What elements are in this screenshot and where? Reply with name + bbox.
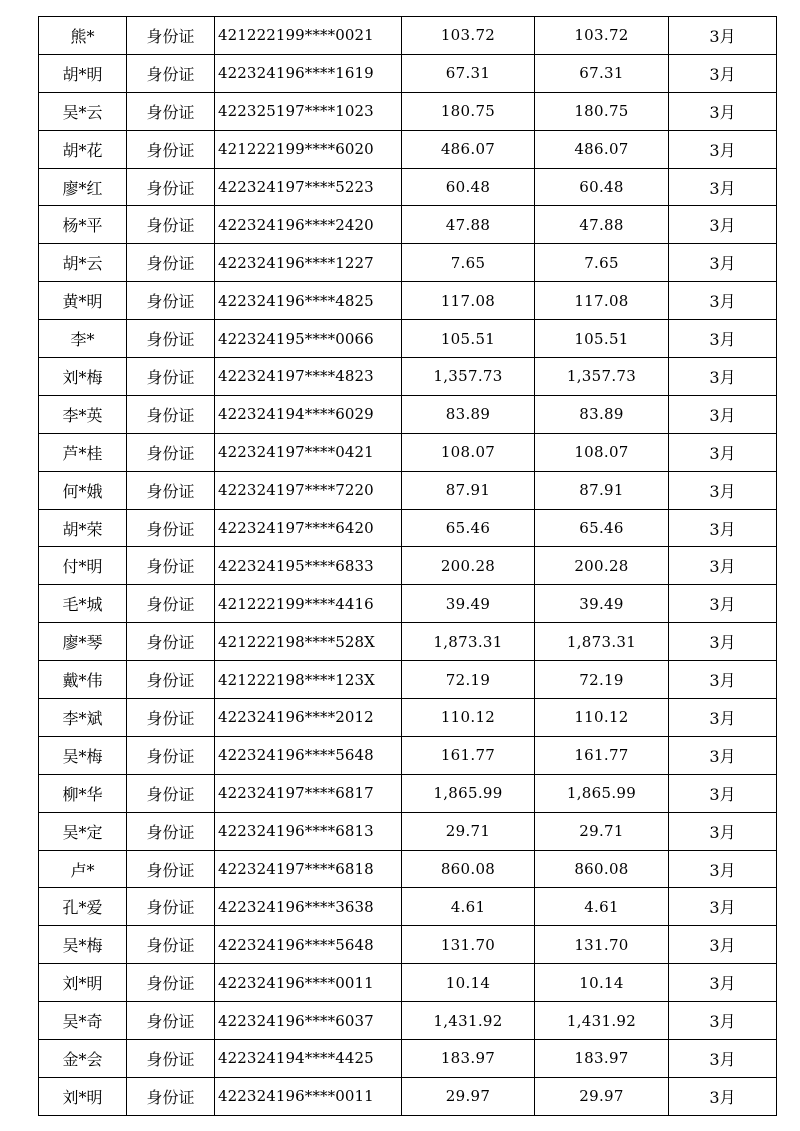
- id-type-cell: 身份证: [127, 130, 215, 168]
- table-row: [39, 54, 777, 92]
- table-row: [39, 1040, 777, 1078]
- amount-paid-cell: 486.07: [535, 130, 669, 168]
- table-row: [39, 812, 777, 850]
- table-row: [39, 699, 777, 737]
- id-number-cell: 422324197****6817: [215, 774, 402, 812]
- table-row: [39, 282, 777, 320]
- month-cell: 3月: [669, 623, 777, 661]
- table-row: [39, 244, 777, 282]
- id-number-cell: 422324197****0421: [215, 433, 402, 471]
- month-cell: 3月: [669, 774, 777, 812]
- amount-paid-cell: 29.97: [535, 1077, 669, 1115]
- month-cell: 3月: [669, 358, 777, 396]
- id-type-cell: 身份证: [127, 320, 215, 358]
- month-cell: 3月: [669, 699, 777, 737]
- table-row: [39, 623, 777, 661]
- amount-paid-cell: 4.61: [535, 888, 669, 926]
- person-name-cell: 刘*梅: [39, 358, 127, 396]
- table-row: [39, 964, 777, 1002]
- amount-paid-cell: 47.88: [535, 206, 669, 244]
- id-type-cell: 身份证: [127, 1077, 215, 1115]
- id-number-cell: 422324194****6029: [215, 395, 402, 433]
- records-table: [38, 16, 777, 1116]
- person-name-cell: 孔*爱: [39, 888, 127, 926]
- person-name-cell: 吴*奇: [39, 1002, 127, 1040]
- id-number-cell: 422324196****5648: [215, 736, 402, 774]
- amount-cell: 131.70: [402, 926, 535, 964]
- person-name-cell: 金*会: [39, 1040, 127, 1078]
- table-row: [39, 320, 777, 358]
- amount-cell: 1,357.73: [402, 358, 535, 396]
- person-name-cell: 胡*云: [39, 244, 127, 282]
- month-cell: 3月: [669, 320, 777, 358]
- id-number-cell: 422324196****6037: [215, 1002, 402, 1040]
- amount-paid-cell: 1,431.92: [535, 1002, 669, 1040]
- amount-paid-cell: 1,873.31: [535, 623, 669, 661]
- month-cell: 3月: [669, 926, 777, 964]
- id-number-cell: 422324197****7220: [215, 471, 402, 509]
- id-type-cell: 身份证: [127, 1040, 215, 1078]
- id-number-cell: 422324196****3638: [215, 888, 402, 926]
- id-number-cell: 421222198****123X: [215, 661, 402, 699]
- table-row: [39, 168, 777, 206]
- id-number-cell: 421222199****6020: [215, 130, 402, 168]
- id-number-cell: 422324196****4825: [215, 282, 402, 320]
- month-cell: 3月: [669, 471, 777, 509]
- month-cell: 3月: [669, 130, 777, 168]
- amount-cell: 183.97: [402, 1040, 535, 1078]
- person-name-cell: 李*英: [39, 395, 127, 433]
- table-row: [39, 17, 777, 55]
- id-type-cell: 身份证: [127, 433, 215, 471]
- amount-paid-cell: 65.46: [535, 509, 669, 547]
- month-cell: 3月: [669, 547, 777, 585]
- month-cell: 3月: [669, 206, 777, 244]
- amount-cell: 47.88: [402, 206, 535, 244]
- amount-cell: 486.07: [402, 130, 535, 168]
- table-row: [39, 395, 777, 433]
- id-number-cell: 422324196****5648: [215, 926, 402, 964]
- id-type-cell: 身份证: [127, 699, 215, 737]
- table-row: [39, 661, 777, 699]
- id-type-cell: 身份证: [127, 774, 215, 812]
- amount-paid-cell: 117.08: [535, 282, 669, 320]
- id-number-cell: 422324197****6818: [215, 850, 402, 888]
- month-cell: 3月: [669, 850, 777, 888]
- amount-cell: 67.31: [402, 54, 535, 92]
- id-type-cell: 身份证: [127, 471, 215, 509]
- id-type-cell: 身份证: [127, 17, 215, 55]
- person-name-cell: 胡*荣: [39, 509, 127, 547]
- amount-cell: 29.71: [402, 812, 535, 850]
- amount-cell: 110.12: [402, 699, 535, 737]
- amount-cell: 10.14: [402, 964, 535, 1002]
- id-type-cell: 身份证: [127, 661, 215, 699]
- amount-paid-cell: 60.48: [535, 168, 669, 206]
- person-name-cell: 李*: [39, 320, 127, 358]
- amount-paid-cell: 131.70: [535, 926, 669, 964]
- id-type-cell: 身份证: [127, 358, 215, 396]
- amount-paid-cell: 7.65: [535, 244, 669, 282]
- amount-cell: 72.19: [402, 661, 535, 699]
- id-type-cell: 身份证: [127, 585, 215, 623]
- id-number-cell: 421222199****0021: [215, 17, 402, 55]
- month-cell: 3月: [669, 433, 777, 471]
- month-cell: 3月: [669, 168, 777, 206]
- amount-cell: 105.51: [402, 320, 535, 358]
- month-cell: 3月: [669, 282, 777, 320]
- amount-paid-cell: 72.19: [535, 661, 669, 699]
- table-row: [39, 433, 777, 471]
- id-type-cell: 身份证: [127, 547, 215, 585]
- id-type-cell: 身份证: [127, 964, 215, 1002]
- month-cell: 3月: [669, 585, 777, 623]
- amount-paid-cell: 108.07: [535, 433, 669, 471]
- amount-cell: 1,431.92: [402, 1002, 535, 1040]
- month-cell: 3月: [669, 812, 777, 850]
- amount-paid-cell: 83.89: [535, 395, 669, 433]
- table-row: [39, 585, 777, 623]
- amount-paid-cell: 183.97: [535, 1040, 669, 1078]
- table-row: [39, 206, 777, 244]
- table-row: [39, 736, 777, 774]
- table-row: [39, 130, 777, 168]
- id-number-cell: 422324196****6813: [215, 812, 402, 850]
- id-type-cell: 身份证: [127, 92, 215, 130]
- id-number-cell: 422324194****4425: [215, 1040, 402, 1078]
- amount-cell: 39.49: [402, 585, 535, 623]
- id-number-cell: 422324197****4823: [215, 358, 402, 396]
- amount-cell: 83.89: [402, 395, 535, 433]
- person-name-cell: 李*斌: [39, 699, 127, 737]
- id-type-cell: 身份证: [127, 282, 215, 320]
- amount-cell: 65.46: [402, 509, 535, 547]
- amount-cell: 4.61: [402, 888, 535, 926]
- person-name-cell: 吴*云: [39, 92, 127, 130]
- person-name-cell: 吴*梅: [39, 926, 127, 964]
- id-number-cell: 422324196****0011: [215, 964, 402, 1002]
- amount-cell: 161.77: [402, 736, 535, 774]
- amount-cell: 60.48: [402, 168, 535, 206]
- amount-paid-cell: 200.28: [535, 547, 669, 585]
- person-name-cell: 吴*梅: [39, 736, 127, 774]
- id-type-cell: 身份证: [127, 509, 215, 547]
- id-number-cell: 422324197****5223: [215, 168, 402, 206]
- month-cell: 3月: [669, 395, 777, 433]
- amount-cell: 103.72: [402, 17, 535, 55]
- person-name-cell: 付*明: [39, 547, 127, 585]
- amount-paid-cell: 105.51: [535, 320, 669, 358]
- amount-cell: 87.91: [402, 471, 535, 509]
- person-name-cell: 刘*明: [39, 1077, 127, 1115]
- table-row: [39, 1002, 777, 1040]
- table-row: [39, 774, 777, 812]
- month-cell: 3月: [669, 1002, 777, 1040]
- person-name-cell: 廖*琴: [39, 623, 127, 661]
- id-number-cell: 421222199****4416: [215, 585, 402, 623]
- amount-paid-cell: 1,357.73: [535, 358, 669, 396]
- amount-paid-cell: 110.12: [535, 699, 669, 737]
- month-cell: 3月: [669, 964, 777, 1002]
- person-name-cell: 柳*华: [39, 774, 127, 812]
- id-type-cell: 身份证: [127, 168, 215, 206]
- month-cell: 3月: [669, 92, 777, 130]
- id-number-cell: 422324196****0011: [215, 1077, 402, 1115]
- id-number-cell: 422324196****1619: [215, 54, 402, 92]
- amount-cell: 7.65: [402, 244, 535, 282]
- amount-paid-cell: 29.71: [535, 812, 669, 850]
- id-type-cell: 身份证: [127, 1002, 215, 1040]
- table-row: [39, 92, 777, 130]
- id-type-cell: 身份证: [127, 926, 215, 964]
- person-name-cell: 吴*定: [39, 812, 127, 850]
- amount-paid-cell: 67.31: [535, 54, 669, 92]
- id-number-cell: 422325197****1023: [215, 92, 402, 130]
- id-type-cell: 身份证: [127, 206, 215, 244]
- month-cell: 3月: [669, 1077, 777, 1115]
- month-cell: 3月: [669, 509, 777, 547]
- amount-paid-cell: 10.14: [535, 964, 669, 1002]
- table-row: [39, 850, 777, 888]
- id-number-cell: 422324195****0066: [215, 320, 402, 358]
- person-name-cell: 芦*桂: [39, 433, 127, 471]
- person-name-cell: 胡*明: [39, 54, 127, 92]
- id-type-cell: 身份证: [127, 888, 215, 926]
- month-cell: 3月: [669, 1040, 777, 1078]
- records-table-body: [39, 17, 777, 1116]
- amount-paid-cell: 860.08: [535, 850, 669, 888]
- id-number-cell: 422324196****1227: [215, 244, 402, 282]
- person-name-cell: 刘*明: [39, 964, 127, 1002]
- person-name-cell: 何*娥: [39, 471, 127, 509]
- id-type-cell: 身份证: [127, 244, 215, 282]
- amount-cell: 108.07: [402, 433, 535, 471]
- id-type-cell: 身份证: [127, 812, 215, 850]
- amount-cell: 180.75: [402, 92, 535, 130]
- month-cell: 3月: [669, 736, 777, 774]
- table-row: [39, 1077, 777, 1115]
- person-name-cell: 胡*花: [39, 130, 127, 168]
- amount-cell: 860.08: [402, 850, 535, 888]
- amount-paid-cell: 87.91: [535, 471, 669, 509]
- id-type-cell: 身份证: [127, 736, 215, 774]
- amount-paid-cell: 180.75: [535, 92, 669, 130]
- table-row: [39, 888, 777, 926]
- id-number-cell: 421222198****528X: [215, 623, 402, 661]
- person-name-cell: 廖*红: [39, 168, 127, 206]
- id-number-cell: 422324196****2012: [215, 699, 402, 737]
- id-type-cell: 身份证: [127, 623, 215, 661]
- table-row: [39, 509, 777, 547]
- id-number-cell: 422324196****2420: [215, 206, 402, 244]
- table-row: [39, 547, 777, 585]
- person-name-cell: 熊*: [39, 17, 127, 55]
- amount-paid-cell: 39.49: [535, 585, 669, 623]
- person-name-cell: 黄*明: [39, 282, 127, 320]
- id-type-cell: 身份证: [127, 54, 215, 92]
- table-row: [39, 471, 777, 509]
- person-name-cell: 毛*城: [39, 585, 127, 623]
- amount-paid-cell: 161.77: [535, 736, 669, 774]
- month-cell: 3月: [669, 54, 777, 92]
- amount-cell: 1,865.99: [402, 774, 535, 812]
- id-type-cell: 身份证: [127, 395, 215, 433]
- id-number-cell: 422324195****6833: [215, 547, 402, 585]
- month-cell: 3月: [669, 17, 777, 55]
- person-name-cell: 杨*平: [39, 206, 127, 244]
- amount-cell: 1,873.31: [402, 623, 535, 661]
- amount-cell: 29.97: [402, 1077, 535, 1115]
- amount-paid-cell: 103.72: [535, 17, 669, 55]
- person-name-cell: 卢*: [39, 850, 127, 888]
- amount-cell: 117.08: [402, 282, 535, 320]
- amount-paid-cell: 1,865.99: [535, 774, 669, 812]
- month-cell: 3月: [669, 888, 777, 926]
- table-row: [39, 926, 777, 964]
- amount-cell: 200.28: [402, 547, 535, 585]
- month-cell: 3月: [669, 661, 777, 699]
- id-number-cell: 422324197****6420: [215, 509, 402, 547]
- table-row: [39, 358, 777, 396]
- month-cell: 3月: [669, 244, 777, 282]
- person-name-cell: 戴*伟: [39, 661, 127, 699]
- id-type-cell: 身份证: [127, 850, 215, 888]
